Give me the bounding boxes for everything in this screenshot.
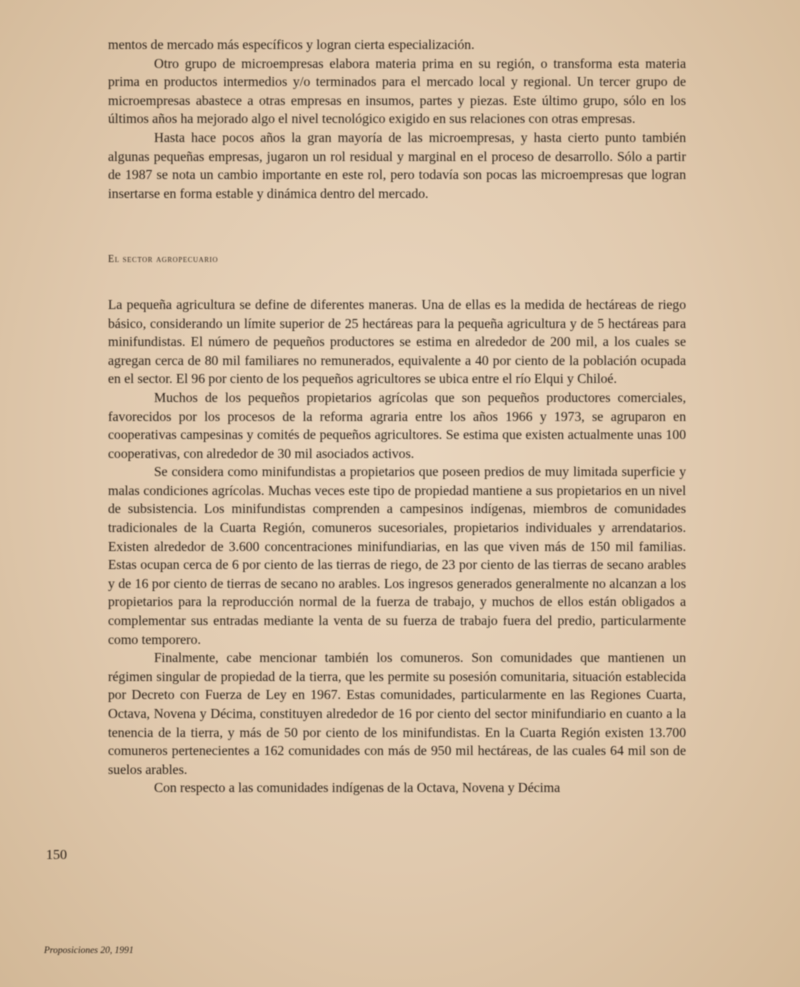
paragraph-continuation: mentos de mercado más específicos y logran cierta especialización. [108,37,475,52]
paragraph: Hasta hace pocos años la gran mayoría de las microempresas, y hasta cierto punto también algunas pequeñas empresas, jugaron un rol residual y marginal en el proceso de desarrollo. Sólo a partir de 1987 se nota un cambio importante en este rol, pero todavía son pocas las microempresas que logran insertarse en forma estable y dinámica dentro del mercado. [108,129,686,201]
page-number: 150 [46,848,67,863]
section-heading: El sector agropecuario [108,254,219,266]
paragraph: Con respecto a las comunidades indígenas de la Octava, Novena y Décima [154,780,561,796]
body-text [108,36,686,798]
running-footer: Proposiciones 20, 1991 [44,946,134,956]
paragraph: Se considera como minifundistas a propietarios que poseen predios de muy limitada superficie y malas condiciones agrícolas. Muchas veces este tipo de propiedad mantiene a sus propietarios en un nivel de subsistencia. Los minifundistas comprenden a campesinos indígenas, miembros de comunidades tradicionales de la Cuarta Región, comuneros sucesoriales, propietarios individuales y arrendatarios. Existen alrededor de 3.600 concentraciones minifundiarias, en las que viven más de 150 mil familias. Estas ocupan cerca de 6 por ciento de las tierras de riego, de 23 por ciento de las tierras de secano arables y de 16 por ciento de tierras de secano no arables. Los ingresos generados generalmente no alcanzan a los propietarios para la reproducción normal de la fuerza de trabajo, y muchos de ellos están obligados a complementar sus entradas mediante la venta de su fuerza de trabajo fuera del predio, particularmente como temporero. [108,464,686,647]
paragraph: Finalmente, cabe mencionar también los comuneros. Son comunidades que mantienen un régimen singular de propiedad de la tierra, que les permite su posesión comunitaria, situación establecida por Decreto con Fuerza de Ley en 1967. Estas comunidades, particularmente en las Regiones Cuarta, Octava, Novena y Décima, constituyen alrededor de 16 por ciento del sector minifundiario en cuanto a la tenencia de la tierra, y más de 50 por ciento de los minifundistas. En la Cuarta Región existen 13.700 comuneros pertenecientes a 162 comunidades con más de 950 mil hectáreas, de las cuales 64 mil son de suelos arables. [108,650,686,777]
paragraph: La pequeña agricultura se define de diferentes maneras. Una de ellas es la medida de hectáreas de riego básico, considerando un límite superior de 25 hectáreas para la pequeña agricultura y de 5 hectáreas para minifundistas. El número de pequeños productores se estima en alrededor de 200 mil, a los cuales se agregan cerca de 80 mil familiares no remunerados, equivalente a 40 por ciento de la población ocupada en el sector. El 96 por ciento de los pequeños agricultores se ubica entre el río Elqui y Chiloé. [108,296,686,387]
paragraph: Muchos de los pequeños propietarios agrícolas que son pequeños productores comerciales, favorecidos por los procesos de la reforma agraria entre los años 1966 y 1973, se agruparon en cooperativas campesinas y comités de pequeños agricultores. Se estima que existen actualmente unas 100 cooperativas, con alrededor de 30 mil asociados activos. [108,389,686,461]
paragraph: Otro grupo de microempresas elabora materia prima en su región, o transforma esta materia prima en productos intermedios y/o terminados para el mercado local y regional. Un tercer grupo de microempresas abastece a otras empresas en insumos, partes y piezas. Este último grupo, sólo en los últimos años ha mejorado algo el nivel tecnológico exigido en sus relaciones con otras empresas. [108,55,686,127]
